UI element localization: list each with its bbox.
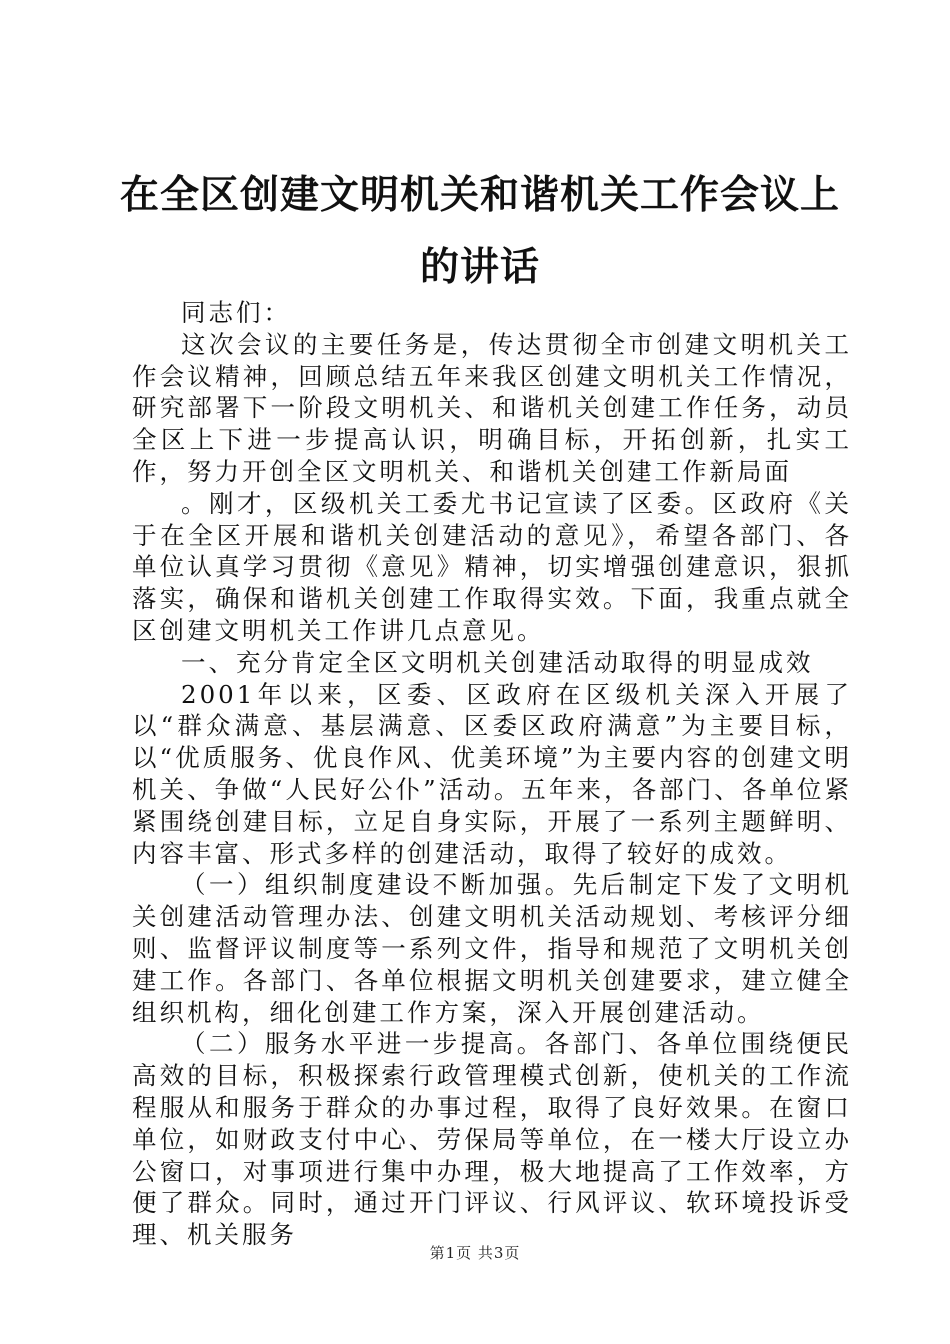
- document-body: [132, 297, 852, 1251]
- salutation: 同志们：: [181, 298, 291, 327]
- page-number-footer: 第1页 共3页: [429, 1244, 521, 1262]
- body-paragraph: 。刚才，区级机关工委尤书记宣读了区委。区政府《关于在全区开展和谐机关创建活动的意见》，希望各部门、各单位认真学习贯彻《意见》精神，切实增强创建意识，狠抓落实，确保和谐机关创建工作取得实效。下面，我重点就全区创建文明机关工作讲几点意见。: [132, 488, 852, 645]
- body-paragraph: 这次会议的主要任务是，传达贯彻全市创建文明机关工作会议精神，回顾总结五年来我区创建文明机关工作情况，研究部署下一阶段文明机关、和谐机关创建工作任务，动员全区上下进一步提高认识，明确目标，开拓创新，扎实工作，努力开创全区文明机关、和谐机关创建工作新局面: [132, 329, 852, 486]
- body-paragraph: 2001年以来，区委、区政府在区级机关深入开展了以“群众满意、基层满意、区委区政府满意”为主要目标，以“优质服务、优良作风、优美环境”为主要内容的创建文明机关、争做“人民好公仆”活动。五年来，各部门、各单位紧紧围绕创建目标，立足自身实际，开展了一系列主题鲜明、内容丰富、形式多样的创建活动，取得了较好的成效。: [132, 679, 852, 868]
- body-paragraph: （一）组织制度建设不断加强。先后制定下发了文明机关创建活动管理办法、创建文明机关活动规划、考核评分细则、监督评议制度等一系列文件，指导和规范了文明机关创建工作。各部门、各单位根据文明机关创建要求，建立健全组织机构，细化创建工作方案，深入开展创建活动。: [132, 870, 852, 1027]
- body-paragraph: （二）服务水平进一步提高。各部门、各单位围绕便民高效的目标，积极探索行政管理模式创新，使机关的工作流程服从和服务于群众的办事过程，取得了良好效果。在窗口单位，如财政支付中心、劳保局等单位，在一楼大厅设立办公窗口，对事项进行集中办理，极大地提高了工作效率，方便了群众。同时，通过开门评议、行风评议、软环境投诉受理、机关服务: [132, 1029, 852, 1250]
- section-heading: 一、充分肯定全区文明机关创建活动取得的明显成效: [181, 647, 814, 677]
- document-title: 在全区创建文明机关和谐机关工作会议上的讲话: [120, 173, 841, 290]
